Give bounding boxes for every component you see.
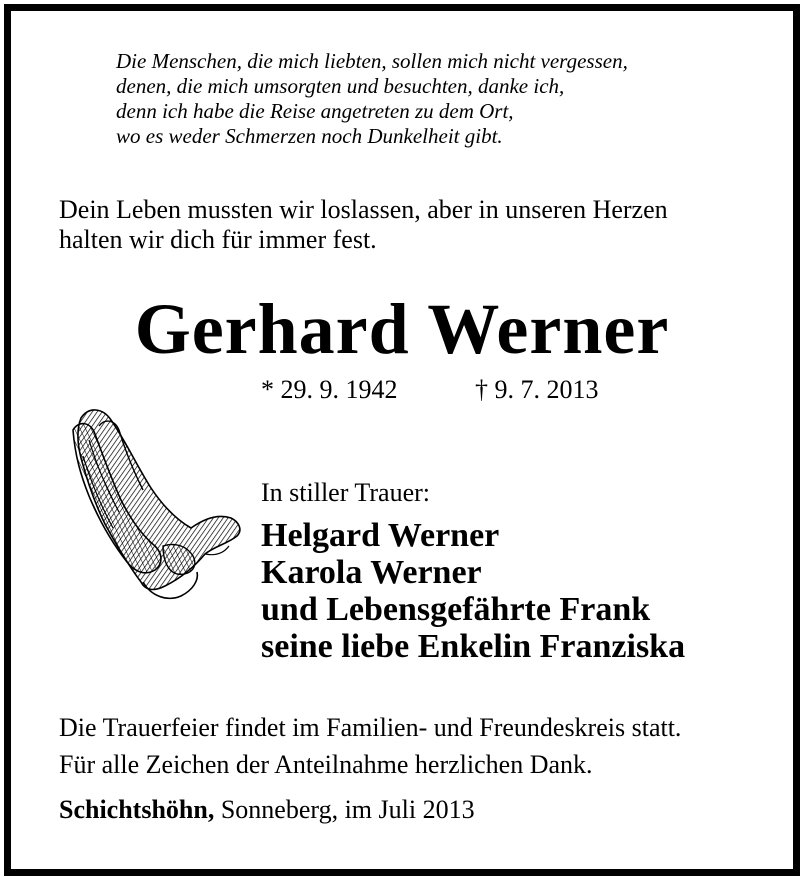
mourners-list — [261, 517, 685, 665]
place-town: Schichtshöhn, — [59, 795, 215, 824]
funeral-info — [59, 709, 681, 783]
footer-line: Die Trauerfeier findet im Familien- und Freundeskreis statt. — [59, 713, 682, 742]
deceased-name: Gerhard Werner — [134, 289, 670, 369]
intro-line: Dein Leben mussten wir loslassen, aber in unseren Herzen — [59, 195, 668, 224]
place-rest: Sonneberg, im Juli 2013 — [214, 795, 475, 824]
poem-line: denen, die mich umsorgten und besuchten, danke ich, — [116, 74, 565, 98]
birth-date: * 29. 9. 1942 — [261, 375, 398, 404]
mourning-label: In stiller Trauer: — [261, 478, 430, 507]
place-and-date — [59, 795, 475, 825]
intro-line: halten wir dich für immer fest. — [59, 225, 377, 254]
mourner-name: und Lebensgefährte Frank — [261, 591, 651, 628]
mourner-name: Helgard Werner — [261, 517, 500, 554]
obituary-notice — [4, 4, 800, 876]
praying-hands-icon — [59, 396, 247, 610]
mourner-name: Karola Werner — [261, 554, 482, 591]
memorial-poem — [116, 49, 628, 149]
mourner-name: seine liebe Enkelin Franziska — [261, 628, 686, 665]
footer-line: Für alle Zeichen der Anteilnahme herzlichen Dank. — [59, 750, 593, 779]
poem-line: wo es weder Schmerzen noch Dunkelheit gibt. — [116, 124, 503, 148]
poem-line: Die Menschen, die mich liebten, sollen mich nicht vergessen, — [116, 49, 628, 73]
death-date: † 9. 7. 2013 — [475, 375, 599, 404]
intro-text — [59, 195, 668, 255]
poem-line: denn ich habe die Reise angetreten zu dem Ort, — [116, 99, 514, 123]
